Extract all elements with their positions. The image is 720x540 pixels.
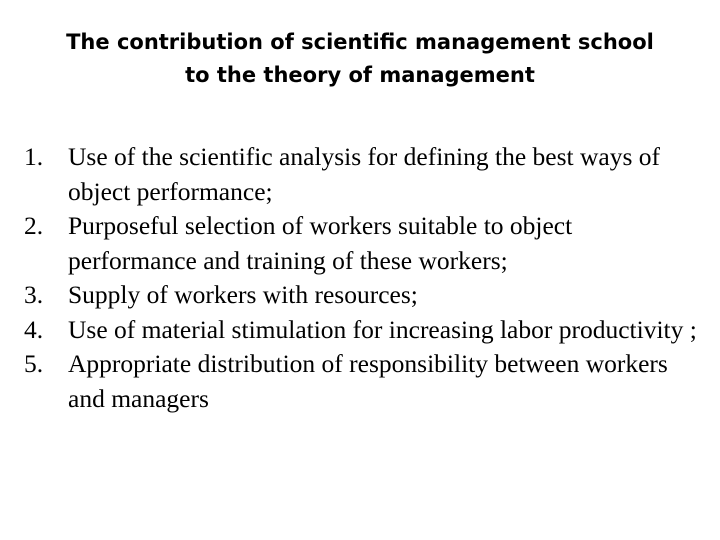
list-item-text: Use of the scientific analysis for defining the best ways of object performance; (68, 142, 661, 206)
list-item (24, 278, 704, 313)
list-item-text: Supply of workers with resources; (68, 280, 418, 309)
slide-title-line-1: The contribution of scientific management school (66, 30, 654, 54)
list-item-text: Appropriate distribution of responsibility between workers and managers (68, 349, 668, 413)
list-item (24, 140, 704, 209)
list-item (24, 313, 704, 348)
numbered-list (24, 140, 704, 416)
list-item-text: Purposeful selection of workers suitable to object performance and training of these workers; (68, 211, 573, 275)
slide-title (0, 26, 720, 92)
list-item-number: 2. (24, 211, 44, 240)
list-item (24, 347, 704, 416)
list-item-number: 5. (24, 349, 44, 378)
slide-title-line-2: to the theory of management (185, 63, 535, 87)
list-item-number: 4. (24, 314, 44, 344)
list-item (24, 209, 704, 278)
list-item-number: 1. (24, 142, 44, 171)
list-item-number: 3. (24, 280, 44, 309)
list-item-text: Use of material stimulation for increasing labor productivity ; (68, 314, 697, 344)
